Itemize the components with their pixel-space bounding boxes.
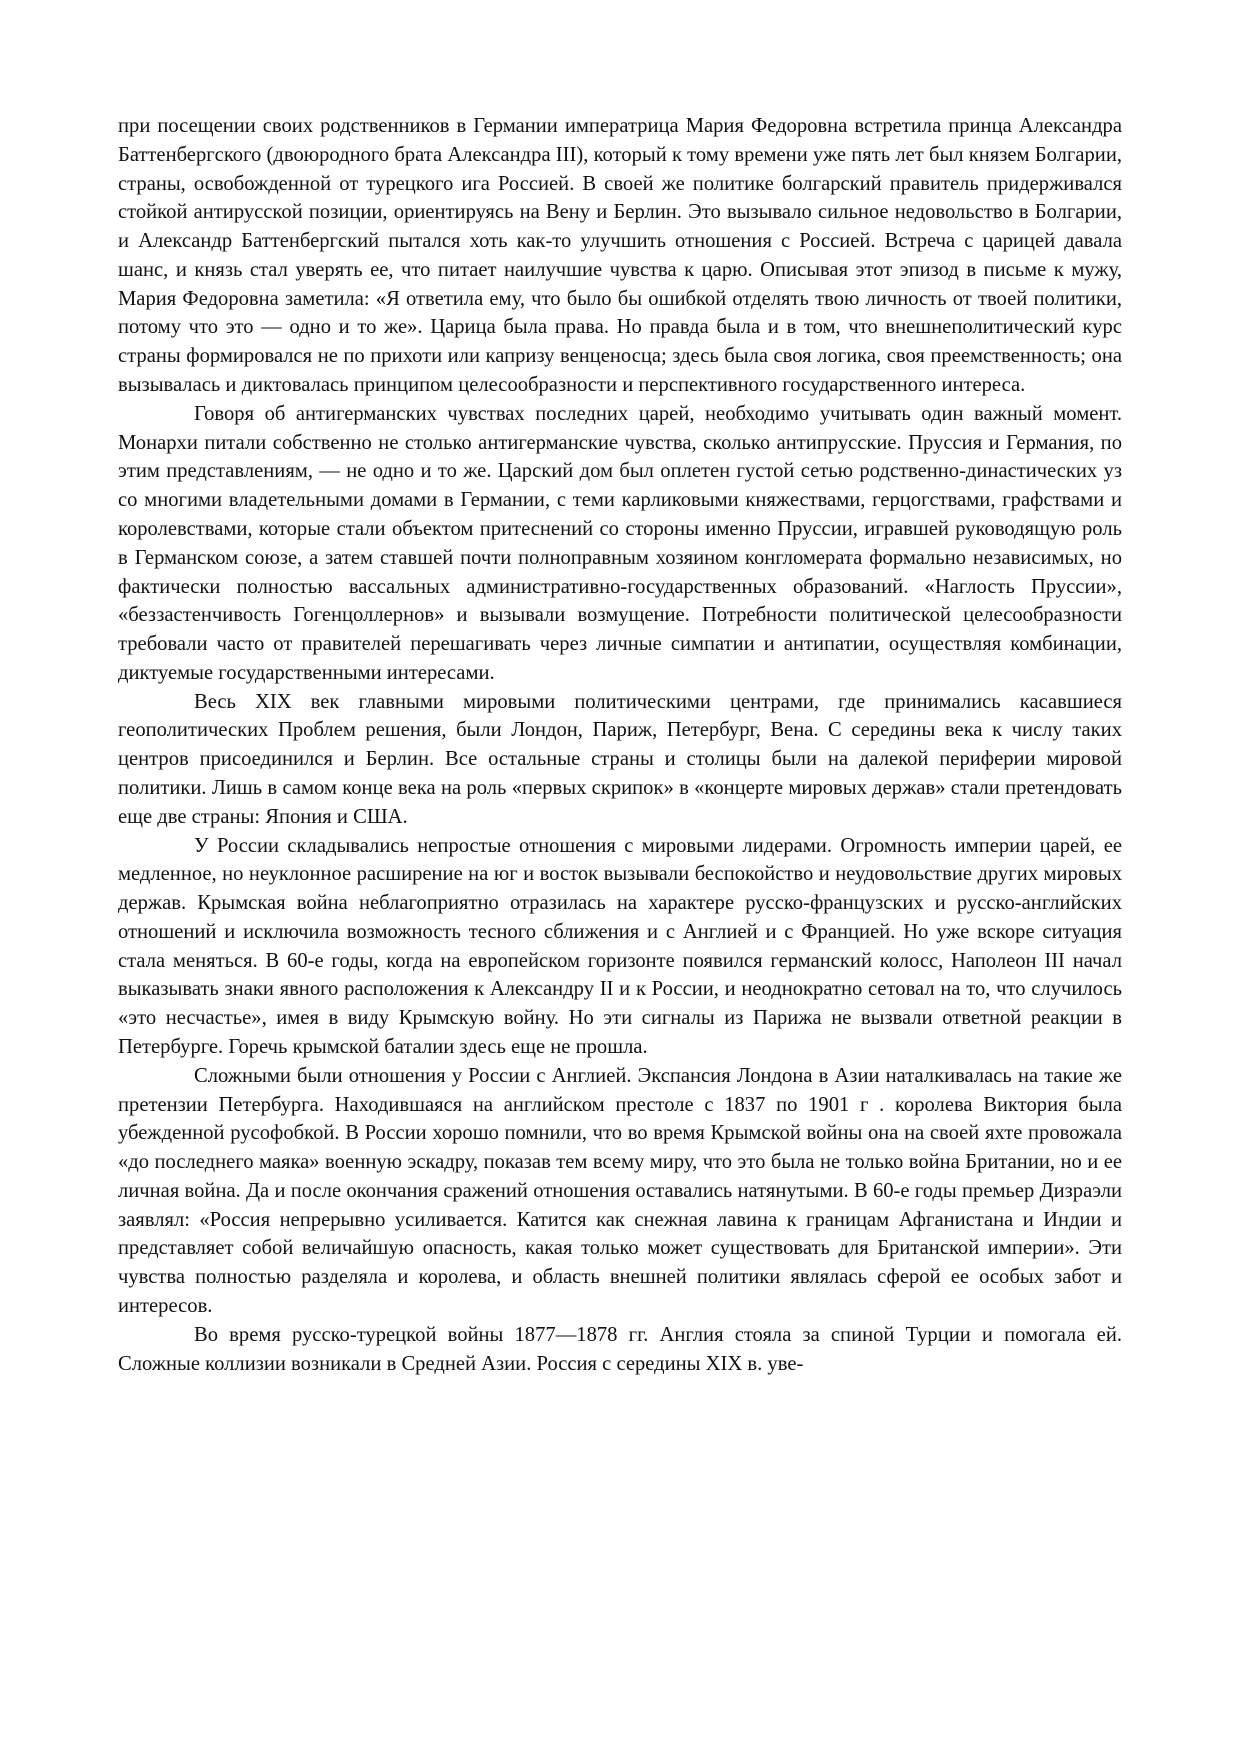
paragraph-6: Во время русско-турецкой войны 1877—1878 гг. Англия стояла за спиной Турции и помогала ей. Сложные коллизии возникали в Средней Азии. Россия с середины XIX в. уве- bbox=[118, 1323, 1122, 1375]
paragraph-1: при посещении своих родственников в Германии императрица Мария Федоровна встретила принца Александра Баттенбергского (двоюродного брата Александра III), который к тому времени уже пять лет был князем Болгарии, страны, освобожденной от турецкого ига Россией. В своей же политике болгарский правитель придерживался стойкой антирусской позиции, ориентируясь на Вену и Берлин. Это вызывало сильное недовольство в Болгарии, и Александр Баттенбергский пытался хоть как-то улучшить отношения с Россией. Встреча с царицей давала шанс, и князь стал уверять ее, что питает наилучшие чувства к царю. Описывая этот эпизод в письме к мужу, Мария Федоровна заметила: «Я ответила ему, что было бы ошибкой отделять твою личность от твоей политики, потому что это — одно и то же». Царица была права. Но правда была и в том, что внешнеполитический курс страны формировался не по прихоти или капризу венценосца; здесь была своя логика, своя преемственность; она вызывалась и диктовалась принципом целесообразности и перспективного государственного интереса. bbox=[118, 115, 1122, 397]
document-page bbox=[118, 112, 1122, 1378]
paragraph-3: Весь XIX век главными мировыми политическими центрами, где принимались касавшиеся геополитических Проблем решения, были Лондон, Париж, Петербург, Вена. С середины века к числу таких центров присоединился и Берлин. Все остальные страны и столицы были на далекой периферии мировой политики. Лишь в самом конце века на роль «первых скрипок» в «концерте мировых держав» стали претендовать еще две страны: Япония и США. bbox=[118, 690, 1122, 828]
paragraph-2: Говоря об антигерманских чувствах последних царей, необходимо учитывать один важный момент. Монархи питали собственно не столько антигерманские чувства, сколько антипрусские. Пруссия и Германия, по этим представлениям, — не одно и то же. Царский дом был оплетен густой сетью родственно-династических уз со многими владетельными домами в Германии, с теми карликовыми княжествами, герцогствами, графствами и королевствами, которые стали объектом притеснений со стороны именно Пруссии, игравшей руководящую роль в Германском союзе, а затем ставшей почти полноправным хозяином конгломерата формально независимых, но фактически полностью вассальных административно-государственных образований. «Наглость Пруссии», «беззастенчивость Гогенцоллернов» и вызывали возмущение. Потребности политической целесообразности требовали часто от правителей перешагивать через личные симпатии и антипатии, осуществляя комбинации, диктуемые государственными интересами. bbox=[118, 402, 1122, 684]
paragraph-4: У России складывались непростые отношения с мировыми лидерами. Огромность империи царей, ее медленное, но неуклонное расширение на юг и восток вызывали беспокойство и неудовольствие других мировых держав. Крымская война неблагоприятно отразилась на характере русско-французских и русско-английских отношений и исключила возможность тесного сближения и с Англией и с Францией. Но уже вскоре ситуация стала меняться. В 60-е годы, когда на европейском горизонте появился германский колосс, Наполеон III начал выказывать знаки явного расположения к Александру II и к России, и неоднократно сетовал на то, что случилось «это несчастье», имея в виду Крымскую войну. Но эти сигналы из Парижа не вызвали ответной реакции в Петербурге. Горечь крымской баталии здесь еще не прошла. bbox=[118, 834, 1122, 1058]
paragraph-5: Сложными были отношения у России с Англией. Экспансия Лондона в Азии наталкивалась на такие же претензии Петербурга. Находившаяся на английском престоле с 1837 по 1901 г . королева Виктория была убежденной русофобкой. В России хорошо помнили, что во время Крымской войны она на своей яхте провожала «до последнего маяка» военную эскадру, показав тем всему миру, что это была не только война Британии, но и ее личная война. Да и после окончания сражений отношения оставались натянутыми. В 60-е годы премьер Дизраэли заявлял: «Россия непрерывно усиливается. Катится как снежная лавина к границам Афганистана и Индии и представляет собой величайшую опасность, какая только может существовать для Британской империи». Эти чувства полностью разделяла и королева, и область внешней политики являлась сферой ее особых забот и интересов. bbox=[118, 1064, 1122, 1318]
